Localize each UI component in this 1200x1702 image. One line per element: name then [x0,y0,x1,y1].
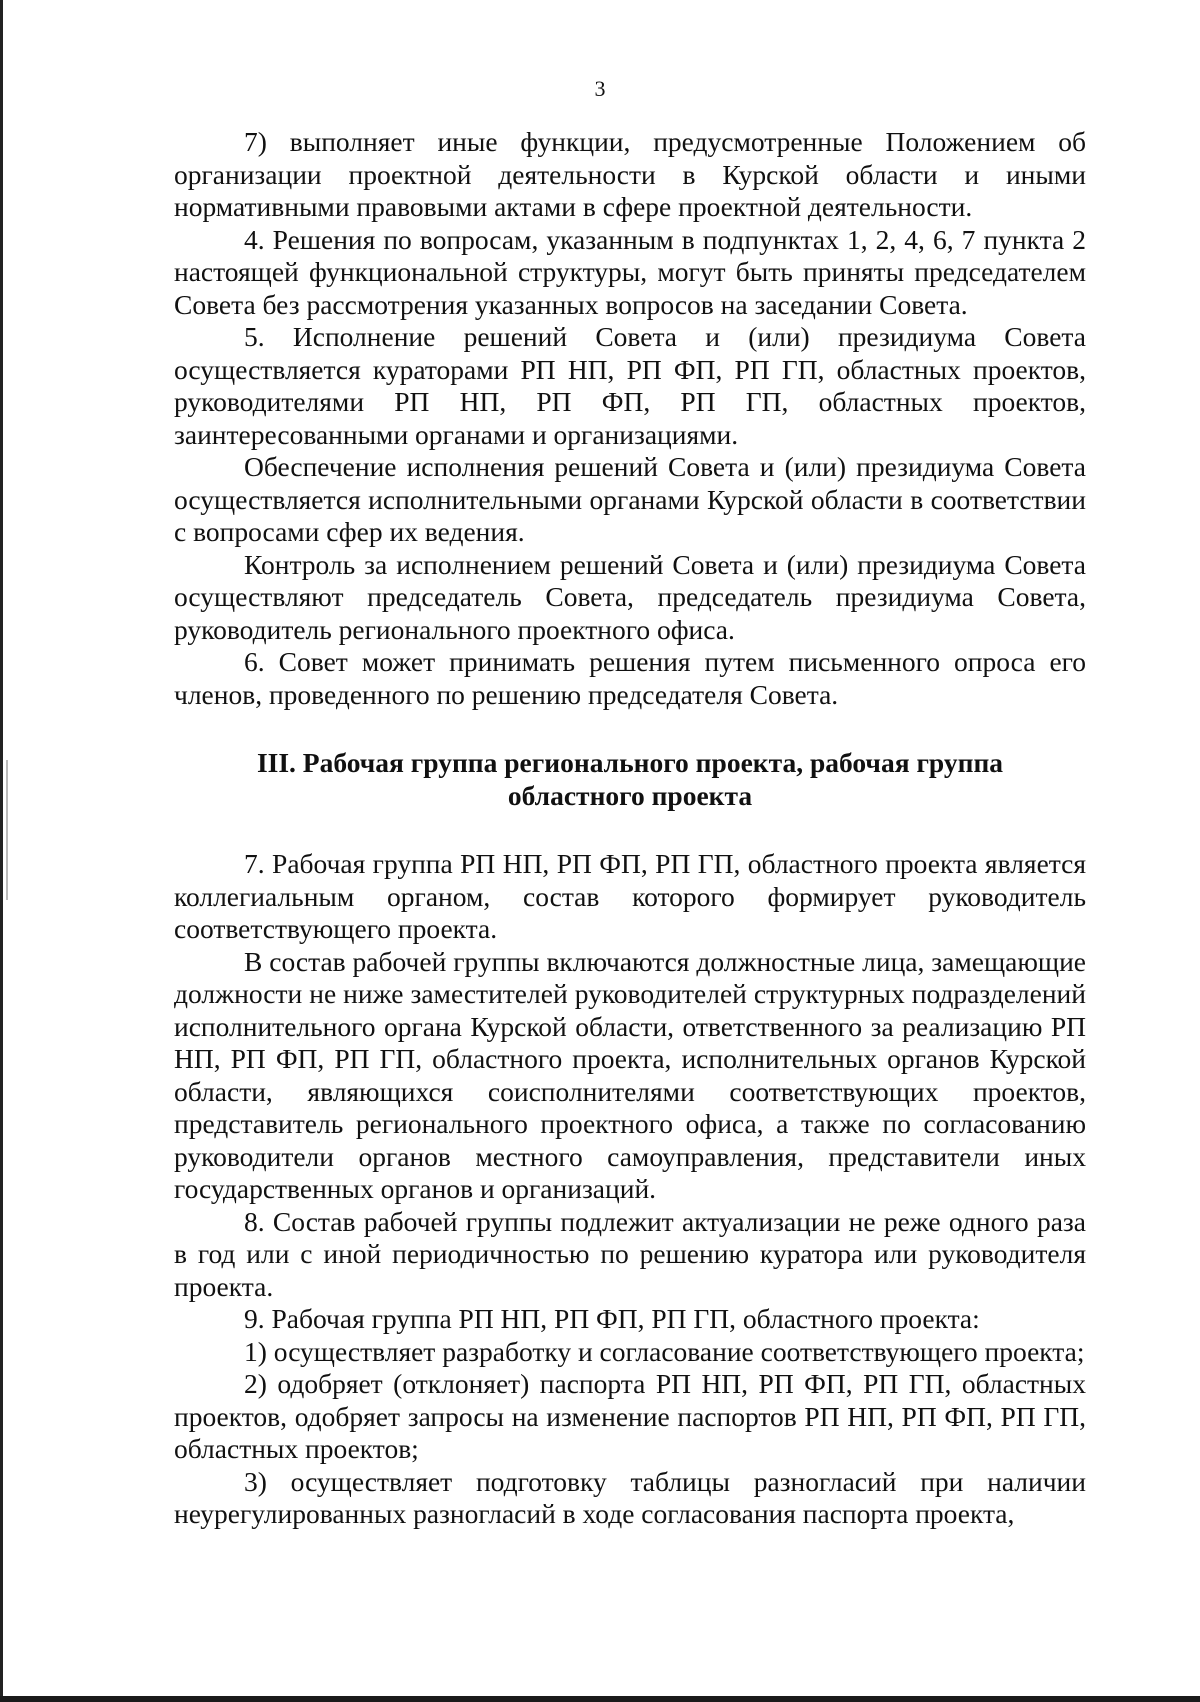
paragraph-function-2: 2) одобряет (отклоняет) паспорта РП НП, РП ФП, РП ГП, областных проектов, одобряет запросы на изменение паспортов РП НП, РП ФП, РП ГП, областных проектов; [174,1368,1086,1464]
section-heading-line-1: III. Рабочая группа регионального проекта, рабочая группа [256,747,1004,778]
paragraph-item-7-functions: 7) выполняет иные функции, предусмотренные Положением об организации проектной деятельности в Курской области и иными нормативными правовыми актами в сфере проектной деятельности. [174,126,1086,222]
paragraph-execution-support: Обеспечение исполнения решений Совета и (или) президиума Совета осуществляется исполнительными органами Курской области в соответствии с вопросами сфер их ведения. [174,451,1086,547]
scan-left-border [0,0,3,1702]
section-heading-line-2: областного проекта [507,779,753,811]
paragraph-8-actualization: 8. Состав рабочей группы подлежит актуализации не реже одного раза в год или с иной периодичностью по решению куратора или руководителя проекта. [174,1205,1086,1302]
paragraph-7-working-group: 7. Рабочая группа РП НП, РП ФП, РП ГП, областного проекта является коллегиальным органом, состав которого формирует руководитель соответствующего проекта. [174,848,1086,944]
paragraph-6-written-poll: 6. Совет может принимать решения путем письменного опроса его членов, проведенного по решению председателя Совета. [174,646,1086,710]
paragraph-function-3: 3) осуществляет подготовку таблицы разногласий при наличии неурегулированных разногласий в ходе согласования паспорта проекта, [174,1465,1086,1529]
paragraph-9-group-functions: 9. Рабочая группа РП НП, РП ФП, РП ГП, областного проекта: [244,1303,980,1334]
paragraph-group-composition: В состав рабочей группы включаются должностные лица, замещающие должности не ниже заместителей руководителей структурных подразделений исполнительного органа Курской области, ответственного за реализацию РП НП, РП ФП, РП ГП, областного проекта, исполнительных органов Курской области, являющихся соисполнителями соответствующих проектов, представитель регионального проектного офиса, а также по согласованию руководители органов местного самоуправления, представители иных государственных органов и организаций. [174,945,1086,1204]
scan-bottom-border [0,1696,1200,1702]
section-heading [174,747,1086,812]
paragraph-function-1: 1) осуществляет разработку и согласование соответствующего проекта; [244,1335,1085,1367]
paragraph-4-decisions: 4. Решения по вопросам, указанным в подпунктах 1, 2, 4, 6, 7 пункта 2 настоящей функциональной структуры, могут быть приняты председателем Совета без рассмотрения указанных вопросов на заседании Совета. [174,223,1086,320]
document-body [174,126,1086,1531]
paragraph-5-execution: 5. Исполнение решений Совета и (или) президиума Совета осуществляется кураторами РП НП, РП ФП, РП ГП, областных проектов, руководителями РП НП, РП ФП, РП ГП, областных проектов, заинтересованными органами и организациями. [174,321,1086,450]
scan-left-mark [6,760,8,900]
paragraph-control: Контроль за исполнением решений Совета и (или) президиума Совета осуществляют председатель Совета, председатель президиума Совета, руководитель регионального проектного офиса. [174,548,1086,645]
page-number: 3 [594,76,606,101]
